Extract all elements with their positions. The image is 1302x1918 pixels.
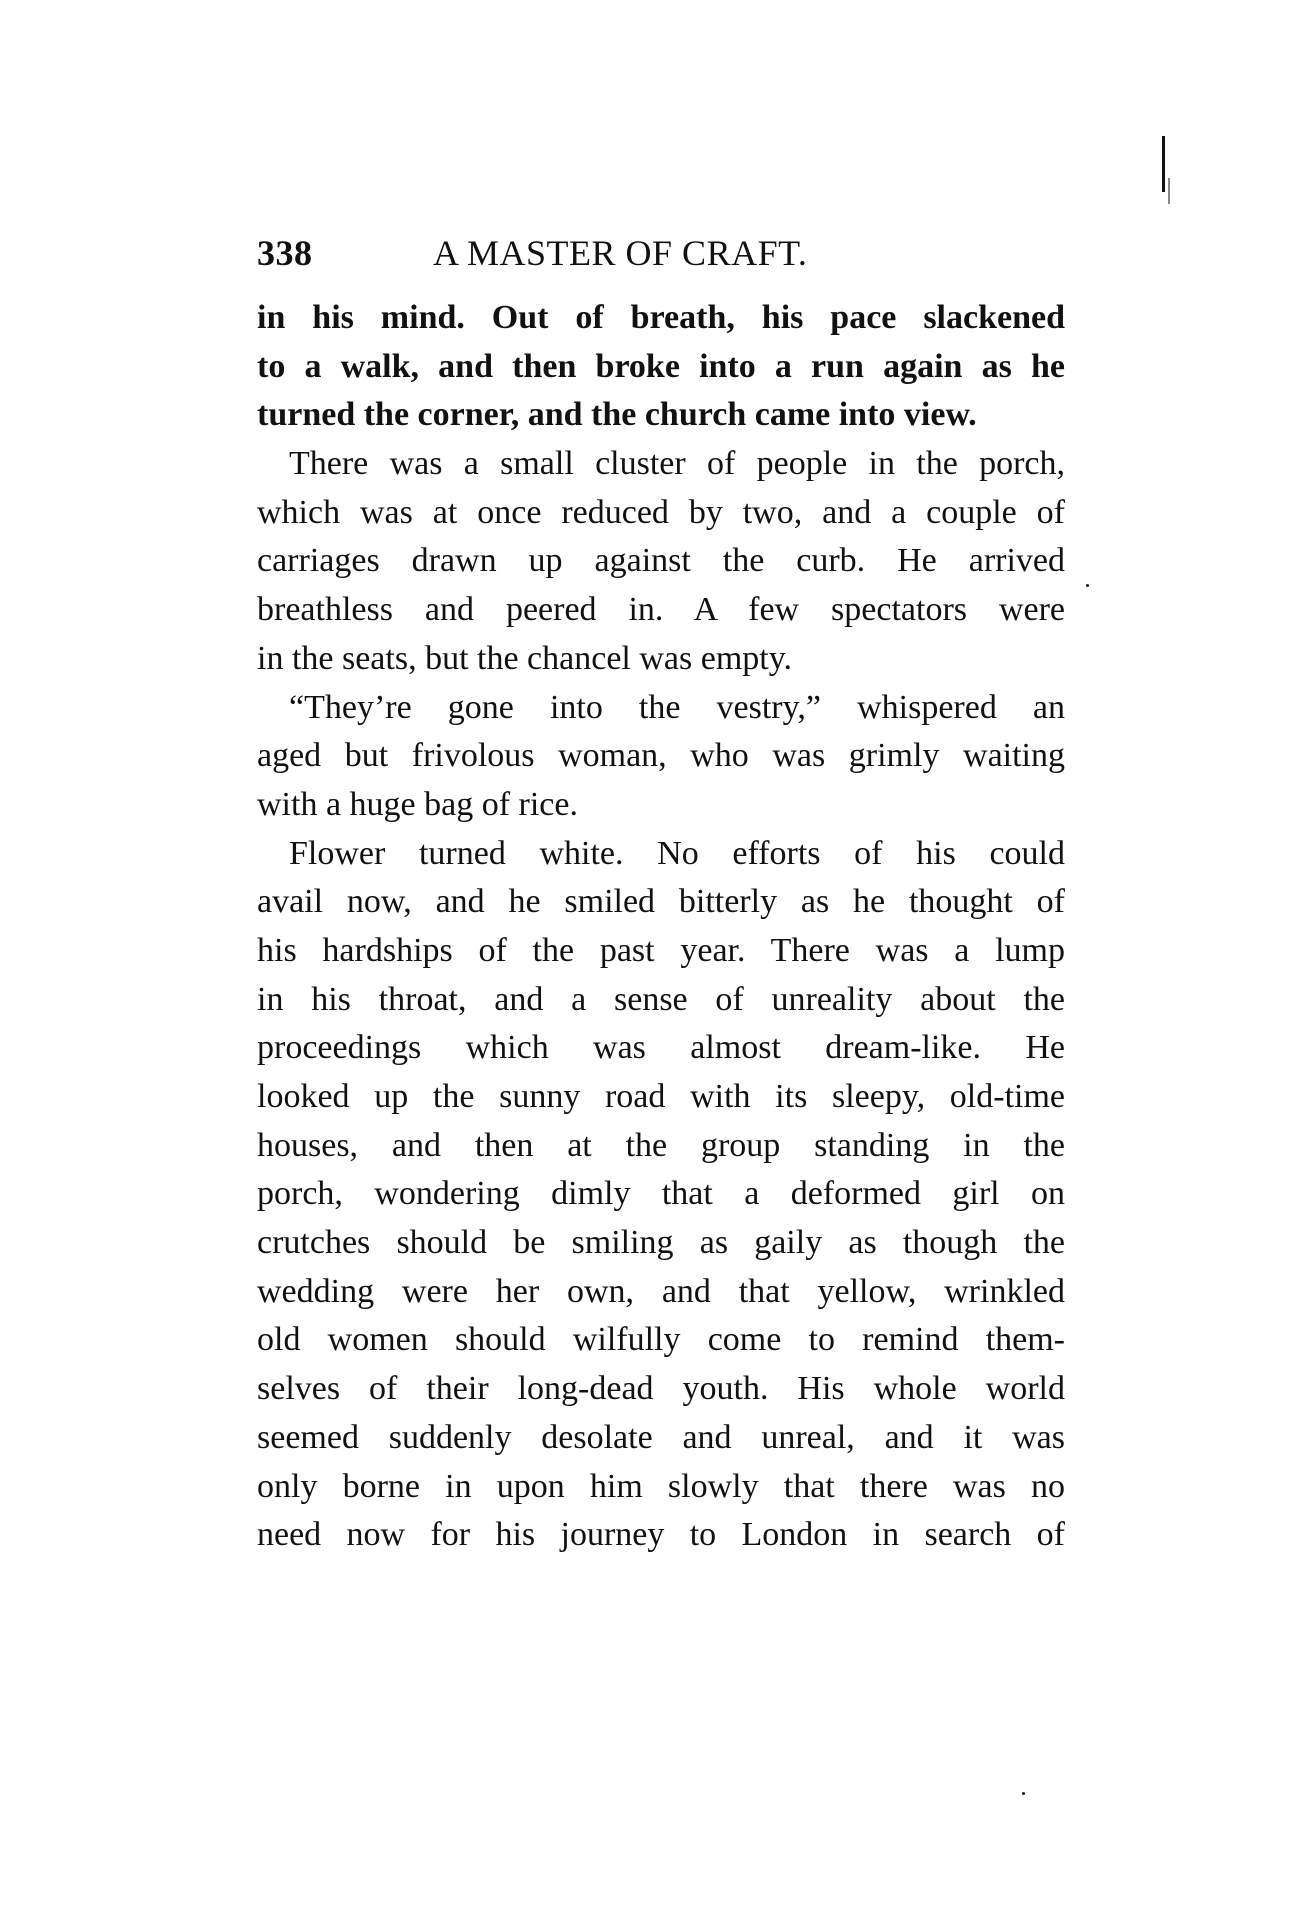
page-number: 338 [257, 233, 313, 273]
running-head [257, 232, 1077, 282]
text-line: carriages drawn up against the curb. He arrived [257, 542, 1065, 580]
text-line: wedding were her own, and that yellow, wrinkled [257, 1272, 1065, 1310]
scan-speck [1086, 584, 1089, 587]
text-line: houses, and then at the group standing in the [257, 1126, 1065, 1164]
paragraph [257, 294, 1065, 440]
text-line: need now for his journey to London in search of [257, 1516, 1065, 1554]
text-line: crutches should be smiling as gaily as though the [257, 1224, 1065, 1262]
text-line: porch, wondering dimly that a deformed girl on [257, 1175, 1065, 1213]
text-line: seemed suddenly desolate and unreal, and it was [257, 1418, 1065, 1456]
text-line: only borne in upon him slowly that there was no [257, 1467, 1065, 1505]
text-line: looked up the sunny road with its sleepy, old-time [257, 1078, 1065, 1115]
text-line: avail now, and he smiled bitterly as he thought of [257, 883, 1065, 921]
text-line: “They’re gone into the vestry,” whispered an [289, 688, 1065, 726]
text-line: proceedings which was almost dream-like. He [257, 1029, 1065, 1067]
scan-speck [1022, 1792, 1025, 1795]
text-line: his hardships of the past year. There was a lump [257, 931, 1065, 969]
text-line: which was at once reduced by two, and a couple of [257, 493, 1065, 531]
text-line: Flower turned white. No efforts of his could [289, 834, 1065, 872]
text-line: There was a small cluster of people in the porch, [289, 445, 1065, 483]
text-line: old women should wilfully come to remind them- [257, 1321, 1065, 1359]
book-title: A MASTER OF CRAFT. [433, 233, 808, 273]
paragraph [257, 684, 1065, 830]
text-line: with a huge bag of rice. [257, 785, 578, 823]
paragraph [257, 440, 1065, 683]
scan-margin-bar [1162, 136, 1165, 192]
paragraph [257, 830, 1065, 1560]
text-line: breathless and peered in. A few spectators were [257, 591, 1065, 629]
scan-margin-tick [1168, 178, 1170, 204]
body-text [257, 294, 1065, 1560]
text-line: in the seats, but the chancel was empty. [257, 639, 793, 677]
text-line: to a walk, and then broke into a run again as he [257, 347, 1065, 385]
text-line: selves of their long-dead youth. His whole world [257, 1370, 1065, 1408]
text-line: in his mind. Out of breath, his pace slackened [257, 299, 1065, 336]
text-line: turned the corner, and the church came into view. [257, 396, 977, 434]
text-line: aged but frivolous woman, who was grimly waiting [257, 737, 1065, 775]
text-line: in his throat, and a sense of unreality about the [257, 980, 1065, 1018]
